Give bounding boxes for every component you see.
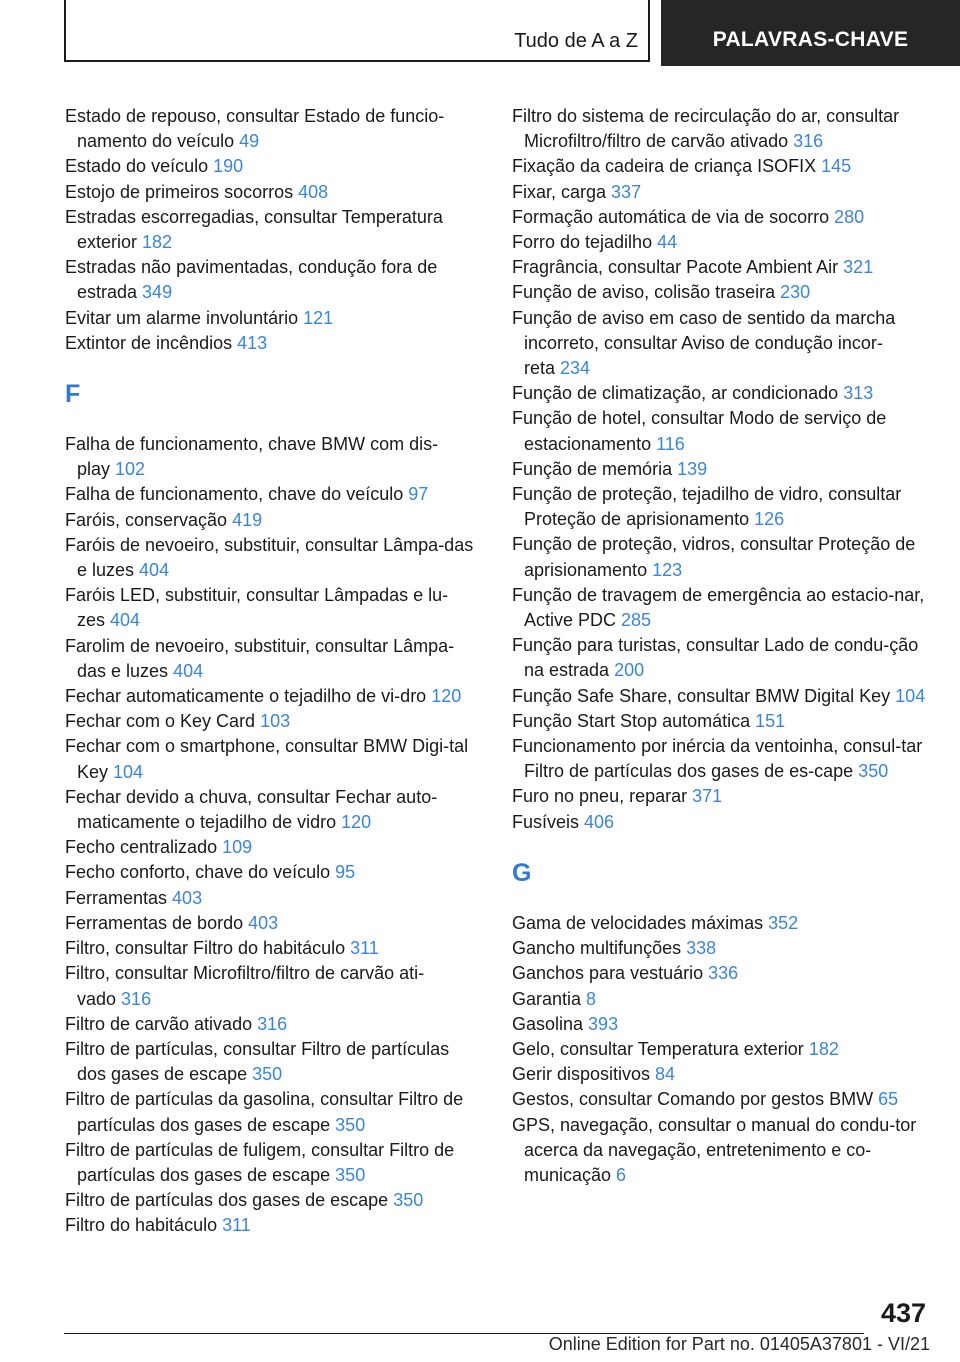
page-number: 437 — [880, 1298, 926, 1328]
section-title: Tudo de A a Z — [514, 30, 638, 52]
page-reference-link[interactable]: 350 — [858, 761, 889, 782]
page-reference-link[interactable]: 338 — [686, 938, 717, 959]
page-reference-link[interactable]: 145 — [821, 156, 852, 177]
index-entry — [512, 205, 932, 230]
index-entry — [512, 1037, 932, 1062]
index-entry — [65, 634, 480, 684]
index-entry-text: Fechar automaticamente o tejadilho de vi-dro — [65, 686, 427, 707]
page-reference-link[interactable]: 350 — [252, 1064, 283, 1085]
page-reference-link[interactable]: 313 — [843, 383, 874, 404]
index-entry — [512, 180, 932, 205]
index-entry-text: Função Safe Share, consultar BMW Digital Key — [512, 685, 891, 706]
page-reference-link[interactable]: 406 — [584, 811, 615, 832]
page-reference-link[interactable]: 102 — [115, 459, 146, 480]
index-entry-text: Filtro de carvão ativado — [65, 1013, 253, 1034]
index-entry-text: Forro do tejadilho — [512, 232, 653, 253]
page-reference-link[interactable]: 6 — [616, 1164, 627, 1185]
index-entry-text: Fusíveis — [512, 811, 580, 832]
index-entry — [65, 734, 480, 784]
page-reference-link[interactable]: 95 — [335, 862, 356, 883]
index-entry-text: Filtro do sistema de recirculação do ar, consultar Microfiltro/filtro de carvão ativado — [512, 106, 900, 152]
index-entry-text: Filtro de partículas da gasolina, consultar Filtro de partículas dos gases de escape — [65, 1089, 464, 1135]
index-entry-text: Ferramentas — [65, 887, 168, 908]
page-reference-link[interactable]: 120 — [431, 686, 462, 707]
index-entry-text: Função de aviso, colisão traseira — [512, 282, 776, 303]
index-entry-text: Função de proteção, vidros, consultar Proteção de aprisionamento — [512, 534, 916, 580]
index-entry — [65, 583, 480, 633]
page-reference-link[interactable]: 182 — [808, 1038, 839, 1059]
index-entry — [65, 1138, 480, 1188]
index-entry-text: Função Start Stop automática — [512, 710, 751, 731]
index-entry — [512, 1113, 932, 1189]
index-entry — [65, 255, 480, 305]
index-entry-text: Garantia — [512, 988, 582, 1009]
index-entry — [512, 104, 932, 154]
index-entry-text: Gancho multifunções — [512, 938, 682, 959]
index-entry — [512, 381, 932, 406]
index-entry — [65, 432, 480, 482]
index-entry-text: Gerir dispositivos — [512, 1064, 651, 1085]
index-entry-text: Fechar com o Key Card — [65, 711, 256, 732]
index-entry-text: Função de climatização, ar condicionado — [512, 383, 839, 404]
index-entry — [512, 230, 932, 255]
index-entry — [65, 104, 480, 154]
index-entry-text: Fixação da cadeira de criança ISOFIX — [512, 156, 817, 177]
index-entry — [512, 1087, 932, 1112]
page-reference-link[interactable]: 65 — [878, 1089, 899, 1110]
page-reference-link[interactable]: 121 — [303, 307, 334, 328]
index-entry — [65, 860, 480, 885]
index-entry-text: Filtro, consultar Filtro do habitáculo — [65, 938, 346, 959]
index-entry — [512, 457, 932, 482]
page-reference-link[interactable]: 84 — [655, 1064, 676, 1085]
page-reference-link[interactable]: 349 — [142, 282, 173, 303]
index-entry — [512, 583, 932, 633]
index-entry — [512, 482, 932, 532]
index-entry — [512, 255, 932, 280]
index-entry — [512, 1012, 932, 1037]
page-reference-link[interactable]: 230 — [780, 282, 811, 303]
index-entry-text: Gasolina — [512, 1013, 584, 1034]
index-entry-text: Função de aviso em caso de sentido da marcha incorreto, consultar Aviso de condução incor-reta — [512, 307, 896, 379]
index-entry — [512, 1062, 932, 1087]
index-entry — [65, 154, 480, 179]
page-reference-link[interactable]: 190 — [213, 156, 244, 177]
page-reference-link[interactable]: 311 — [222, 1215, 251, 1236]
index-entry — [512, 936, 932, 961]
index-entry-text: Gelo, consultar Temperatura exterior — [512, 1038, 804, 1059]
index-entry-text: Funcionamento por inércia da ventoinha, consul-tar Filtro de partículas dos gases de es-cape — [512, 736, 923, 782]
index-entry — [512, 154, 932, 179]
index-entry-text: Fechar com o smartphone, consultar BMW Digi-tal Key — [65, 736, 469, 782]
index-entry-text: Filtro de partículas de fuligem, consultar Filtro de partículas dos gases de escape — [65, 1139, 455, 1185]
page-reference-link[interactable]: 97 — [408, 484, 429, 505]
index-entry — [512, 532, 932, 582]
page-reference-link[interactable]: 104 — [113, 761, 144, 782]
page-reference-link[interactable]: 352 — [768, 912, 799, 933]
index-entry-text: Filtro, consultar Microfiltro/filtro de carvão ati-vado — [65, 963, 425, 1009]
page-reference-link[interactable]: 404 — [139, 560, 170, 581]
index-entry-text: Função de travagem de emergência ao estacio-nar, Active PDC — [512, 584, 925, 631]
page-reference-link[interactable]: 413 — [237, 332, 268, 353]
page-reference-link[interactable]: 337 — [611, 181, 642, 202]
index-entry-text: Evitar um alarme involuntário — [65, 307, 299, 328]
page-reference-link[interactable]: 316 — [121, 988, 152, 1009]
index-entry — [512, 784, 932, 809]
index-entry — [65, 306, 480, 331]
page-reference-link[interactable]: 103 — [260, 711, 291, 732]
index-entry-text: Fecho conforto, chave do veículo — [65, 862, 331, 883]
index-entry-text: Filtro de partículas, consultar Filtro de partículas dos gases de escape — [65, 1038, 450, 1085]
page-reference-link[interactable]: 285 — [621, 610, 652, 631]
index-entry — [512, 987, 932, 1012]
index-entry — [512, 709, 932, 734]
index-entry — [65, 482, 480, 507]
index-entry-text: Faróis LED, substituir, consultar Lâmpadas e lu-zes — [65, 585, 449, 631]
page-reference-link[interactable]: 403 — [172, 887, 203, 908]
page-reference-link[interactable]: 234 — [560, 358, 591, 379]
page-reference-link[interactable]: 403 — [248, 912, 279, 933]
page-reference-link[interactable]: 419 — [232, 509, 263, 530]
index-entry — [65, 835, 480, 860]
index-entry-text: Furo no pneu, reparar — [512, 786, 688, 807]
page-reference-link[interactable]: 116 — [656, 433, 685, 454]
index-entry — [512, 810, 932, 835]
page-reference-link[interactable]: 404 — [110, 610, 141, 631]
index-entry-text: Estradas escorregadias, consultar Temperatura exterior — [65, 206, 443, 253]
index-entry-text: Falha de funcionamento, chave BMW com dis-play — [65, 434, 439, 480]
index-entry — [65, 1213, 480, 1238]
index-entry — [65, 911, 480, 936]
index-entry — [512, 306, 932, 382]
index-entry — [512, 734, 932, 784]
page-reference-link[interactable]: 151 — [755, 710, 786, 731]
index-entry — [65, 1188, 480, 1213]
index-column-right — [512, 104, 932, 1188]
index-entry — [65, 785, 480, 835]
index-entry-text: Faróis, conservação — [65, 509, 228, 530]
index-entry — [65, 331, 480, 356]
index-entry-text: Função para turistas, consultar Lado de condu-ção na estrada — [512, 635, 919, 681]
index-entry-text: Farolim de nevoeiro, substituir, consultar Lâmpa-das e luzes — [65, 635, 455, 681]
index-entry — [65, 508, 480, 533]
page-reference-link[interactable]: 200 — [614, 660, 645, 681]
edition-footer: Online Edition for Part no. 01405A37801 - VI/21 — [548, 1334, 930, 1354]
page-reference-link[interactable]: 350 — [335, 1164, 366, 1185]
index-entry-text: Estado de repouso, consultar Estado de funcio-namento do veículo — [65, 106, 445, 152]
index-entry-text: Filtro de partículas dos gases de escape — [65, 1190, 389, 1211]
page-reference-link[interactable]: 109 — [222, 837, 253, 858]
index-entry-text: GPS, navegação, consultar o manual do condu-tor acerca da navegação, entretenimento e co-municação — [512, 1114, 917, 1185]
page-reference-link[interactable]: 280 — [834, 206, 865, 227]
index-entry — [65, 1037, 480, 1087]
page-reference-link[interactable]: 311 — [350, 938, 379, 959]
index-entry — [65, 180, 480, 205]
index-entry-text: Fechar devido a chuva, consultar Fechar auto-maticamente o tejadilho de vidro — [65, 786, 438, 833]
index-entry-text: Estojo de primeiros socorros — [65, 181, 294, 202]
page-reference-link[interactable]: 120 — [341, 812, 372, 833]
index-entry-text: Função de memória — [512, 458, 673, 479]
index-column-left — [65, 104, 480, 1239]
page-reference-link[interactable]: 321 — [843, 257, 874, 278]
index-entry — [512, 280, 932, 305]
page-reference-link[interactable]: 182 — [142, 232, 173, 253]
index-entry-text: Fixar, carga — [512, 181, 607, 202]
index-entry — [512, 911, 932, 936]
index-entry-text: Ferramentas de bordo — [65, 912, 244, 933]
index-entry-text: Gama de velocidades máximas — [512, 912, 764, 933]
index-entry — [65, 684, 480, 709]
index-entry — [65, 205, 480, 255]
page-reference-link[interactable]: 371 — [692, 786, 723, 807]
page-reference-link[interactable]: 316 — [257, 1013, 288, 1034]
index-entry — [512, 633, 932, 683]
page-reference-link[interactable]: 336 — [708, 963, 739, 984]
index-entry-text: Estradas não pavimentadas, condução fora de estrada — [65, 257, 438, 303]
index-entry — [65, 709, 480, 734]
index-entry — [65, 533, 480, 583]
index-entry-text: Faróis de nevoeiro, substituir, consultar Lâmpa-das e luzes — [65, 534, 474, 581]
page-reference-link[interactable]: 350 — [335, 1114, 366, 1135]
index-entry-text: Falha de funcionamento, chave do veículo — [65, 484, 404, 505]
index-entry-text: Gestos, consultar Comando por gestos BMW — [512, 1089, 874, 1110]
page-reference-link[interactable]: 404 — [173, 660, 204, 681]
page-reference-link[interactable]: 316 — [793, 131, 824, 152]
index-entry — [65, 886, 480, 911]
index-entry — [512, 961, 932, 986]
section-letter: F — [65, 380, 81, 409]
index-entry — [512, 684, 932, 709]
index-entry-text: Função de hotel, consultar Modo de serviço de estacionamento — [512, 408, 887, 454]
index-entry-text: Função de proteção, tejadilho de vidro, consultar Proteção de aprisionamento — [512, 484, 902, 530]
page-reference-link[interactable]: 8 — [586, 988, 597, 1009]
section-letter: G — [512, 858, 532, 887]
page-reference-link[interactable]: 408 — [298, 181, 329, 202]
index-entry — [65, 1012, 480, 1037]
page-reference-link[interactable]: 393 — [588, 1013, 619, 1034]
index-entry-text: Estado do veículo — [65, 156, 209, 177]
page-reference-link[interactable]: 126 — [754, 509, 785, 530]
index-entry — [65, 961, 480, 1011]
index-entry-text: Fecho centralizado — [65, 837, 218, 858]
index-entry — [512, 406, 932, 456]
page-reference-link[interactable]: 44 — [657, 232, 678, 253]
index-entry-text: Filtro do habitáculo — [65, 1215, 218, 1236]
page-reference-link[interactable]: 104 — [895, 685, 926, 706]
index-entry — [65, 1087, 480, 1137]
index-entry — [65, 936, 480, 961]
page-reference-link[interactable]: 350 — [393, 1190, 424, 1211]
page-reference-link[interactable]: 123 — [652, 559, 683, 580]
page-reference-link[interactable]: 139 — [677, 458, 708, 479]
page-reference-link[interactable]: 49 — [239, 131, 260, 152]
index-entry-text: Extintor de incêndios — [65, 332, 233, 353]
index-entry-text: Fragrância, consultar Pacote Ambient Air — [512, 257, 839, 278]
chapter-tab: PALAVRAS-CHAVE — [661, 0, 960, 66]
index-entry-text: Ganchos para vestuário — [512, 963, 704, 984]
index-entry-text: Formação automática de via de socorro — [512, 206, 830, 227]
